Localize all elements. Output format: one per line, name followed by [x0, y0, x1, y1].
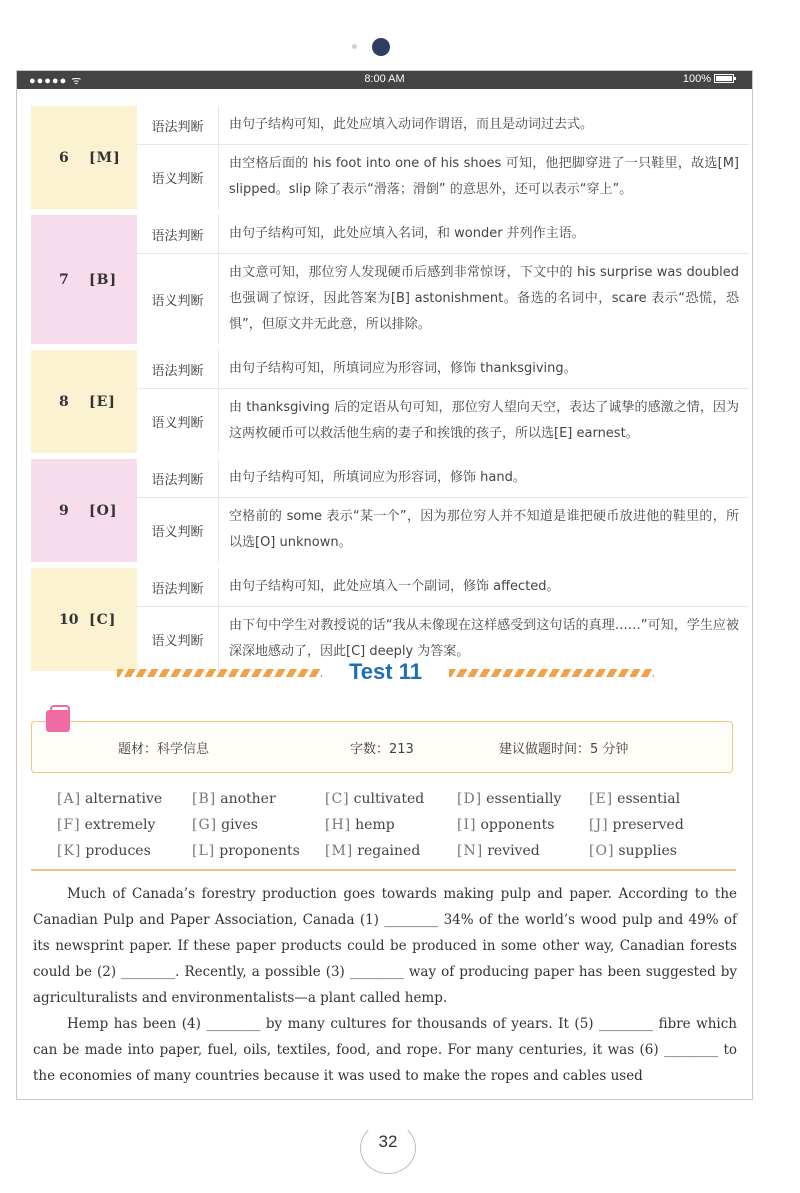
analysis-type: 语法判断 — [137, 459, 219, 497]
topic-label: 题材： — [118, 742, 158, 757]
answer-key — [31, 459, 137, 562]
sensor-dot — [352, 44, 357, 49]
word-count-value: 213 — [389, 742, 414, 757]
analysis-row — [137, 106, 749, 145]
word-option — [192, 786, 276, 812]
word-option — [457, 786, 561, 812]
question-number: 10 — [59, 611, 79, 628]
analysis-text: 空格前的 some 表示“某一个”，因为那位穷人并不知道是谁把硬币放进他的鞋里的，所以选[O] unknown。 — [219, 498, 749, 562]
word-option — [325, 786, 424, 812]
answer-letter: [B] — [89, 271, 118, 288]
option-letter: [G] — [192, 817, 218, 833]
option-word: opponents — [480, 817, 555, 833]
analysis-row — [137, 498, 749, 562]
analysis-row — [137, 350, 749, 389]
camera-icon — [372, 38, 390, 56]
reading-passage — [33, 881, 737, 1089]
analysis-text: 由句子结构可知，此处应填入名词，和 wonder 并列作主语。 — [219, 215, 749, 253]
test-title: Test 11 — [349, 659, 422, 684]
word-option — [589, 838, 677, 864]
analysis-text: 由句子结构可知，所填词应为形容词，修饰 hand。 — [219, 459, 749, 497]
word-option — [57, 838, 151, 864]
option-word: hemp — [355, 817, 395, 833]
word-option — [57, 786, 162, 812]
page-number: 32 — [360, 1122, 416, 1166]
answer-key — [31, 106, 137, 209]
word-option — [192, 812, 258, 838]
option-letter: [B] — [192, 791, 217, 807]
answer-letter: [M] — [89, 149, 121, 166]
word-option — [57, 812, 155, 838]
question-number: 7 — [59, 271, 69, 288]
option-letter: [H] — [325, 817, 352, 833]
analysis-text: 由句子结构可知，此处应填入动词作谓语，而且是动词过去式。 — [219, 106, 749, 144]
option-letter: [M] — [325, 843, 354, 859]
option-letter: [L] — [192, 843, 216, 859]
passage-paragraph: Much of Canada’s forestry production goes towards making pulp and paper. According to the Canadian Pulp and Paper Association, Canada (1) ________ 34% of the world’s wood pulp and 49% of its newsprint paper. If these paper products could be produced in some other way, Canadian forests could be (2) ________. Recently, a possible (3) ________ way of producing paper has been suggested by agriculturalists and environmentalists—a plant called hemp. — [33, 886, 737, 1006]
analysis-text: 由下句中学生对教授说的话“我从未像现在这样感受到这句话的真理……”可知，学生应被深深地感动了，因此[C] deeply 为答案。 — [219, 607, 749, 671]
analysis-type: 语法判断 — [137, 568, 219, 606]
topic-value: 科学信息 — [157, 742, 210, 757]
signal-wifi-icon: ●●●●● ᯤ — [29, 75, 83, 87]
answer-key — [31, 215, 137, 344]
option-letter: [C] — [325, 791, 350, 807]
answer-group — [31, 350, 749, 453]
option-word: regained — [357, 843, 421, 859]
status-time: 8:00 AM — [364, 73, 405, 85]
answer-letter: [C] — [89, 611, 117, 628]
analysis-row — [137, 389, 749, 453]
analysis-row — [137, 254, 749, 344]
option-word: essential — [617, 791, 681, 807]
option-word: cultivated — [353, 791, 425, 807]
word-option — [589, 786, 680, 812]
option-letter: [J] — [589, 817, 609, 833]
answer-key — [31, 568, 137, 671]
option-letter: [I] — [457, 817, 477, 833]
analysis-type: 语义判断 — [137, 607, 219, 671]
passage-paragraph: Hemp has been (4) ________ by many cultures for thousands of years. It (5) ________ fibre which can be made into paper, fuel, oils, textiles, food, and rope. For many centuries, it was (6) ________ to the economies of many countries because it was used to make the ropes and cables used — [33, 1016, 737, 1084]
question-number: 8 — [59, 393, 69, 410]
word-option — [325, 838, 420, 864]
status-bar — [17, 71, 752, 89]
answer-group — [31, 459, 749, 562]
analysis-text: 由文意可知，那位穷人发现硬币后感到非常惊讶，下文中的 his surprise was doubled 也强调了惊讶，因此答案为[B] astonishment。备选的名词中，scare 表示“恐慌，恐惧”，但原文并无此意，所以排除。 — [219, 254, 749, 344]
analysis-text: 由 thanksgiving 后的定语从句可知，那位穷人望向天空，表达了诚挚的感激之情，因为这两枚硬币可以救活他生病的妻子和挨饿的孩子，所以选[E] earnest。 — [219, 389, 749, 453]
topic-info — [118, 738, 209, 757]
answer-letter: [E] — [89, 393, 116, 410]
test-info-box — [31, 721, 733, 773]
battery-status — [683, 73, 734, 85]
analysis-text: 由句子结构可知，此处应填入一个副词，修饰 affected。 — [219, 568, 749, 606]
option-word: proponents — [219, 843, 300, 859]
title-stripe-right — [449, 669, 654, 677]
word-option — [589, 812, 684, 838]
time-info — [499, 738, 628, 757]
option-letter: [F] — [57, 817, 81, 833]
option-word: extremely — [84, 817, 156, 833]
option-letter: [K] — [57, 843, 82, 859]
word-option — [457, 812, 554, 838]
word-count-label: 字数： — [350, 742, 390, 757]
answer-analysis-table — [31, 106, 749, 677]
word-option — [457, 838, 540, 864]
option-word: another — [220, 791, 276, 807]
option-word: essentially — [486, 791, 562, 807]
analysis-type: 语法判断 — [137, 350, 219, 388]
analysis-type: 语法判断 — [137, 106, 219, 144]
word-count-info — [350, 738, 414, 757]
test-title-bar — [17, 659, 753, 689]
analysis-type: 语义判断 — [137, 498, 219, 562]
analysis-type: 语义判断 — [137, 254, 219, 344]
analysis-text: 由空格后面的 his foot into one of his shoes 可知，他把脚穿进了一只鞋里，故选[M] slipped。slip 除了表示“滑落；滑倒” 的意思外，还可以表示“穿上”。 — [219, 145, 749, 209]
option-word: revived — [487, 843, 540, 859]
time-label: 建议做题时间： — [499, 742, 591, 757]
analysis-type: 语义判断 — [137, 145, 219, 209]
answer-group — [31, 568, 749, 671]
analysis-row — [137, 568, 749, 607]
time-value: 5 分钟 — [590, 742, 629, 757]
analysis-row — [137, 459, 749, 498]
section-divider — [31, 869, 736, 871]
tablet-screen — [16, 70, 753, 1100]
binder-clip-icon — [46, 710, 70, 732]
question-number: 9 — [59, 502, 69, 519]
analysis-type: 语义判断 — [137, 389, 219, 453]
analysis-row — [137, 145, 749, 209]
answer-group — [31, 215, 749, 344]
option-letter: [D] — [457, 791, 483, 807]
battery-percent: 100% — [682, 73, 711, 85]
option-word: preserved — [612, 817, 684, 833]
option-word: produces — [85, 843, 151, 859]
option-word: alternative — [85, 791, 163, 807]
option-word: supplies — [618, 843, 677, 859]
option-letter: [E] — [589, 791, 614, 807]
answer-key — [31, 350, 137, 453]
answer-letter: [O] — [89, 502, 118, 519]
option-letter: [O] — [589, 843, 615, 859]
question-number: 6 — [59, 149, 69, 166]
analysis-text: 由句子结构可知，所填词应为形容词，修饰 thanksgiving。 — [219, 350, 749, 388]
battery-icon — [714, 74, 734, 83]
analysis-row — [137, 215, 749, 254]
option-word: gives — [221, 817, 258, 833]
answer-group — [31, 106, 749, 209]
analysis-type: 语法判断 — [137, 215, 219, 253]
word-option — [192, 838, 300, 864]
option-letter: [N] — [457, 843, 484, 859]
option-letter: [A] — [57, 791, 82, 807]
word-option — [325, 812, 395, 838]
